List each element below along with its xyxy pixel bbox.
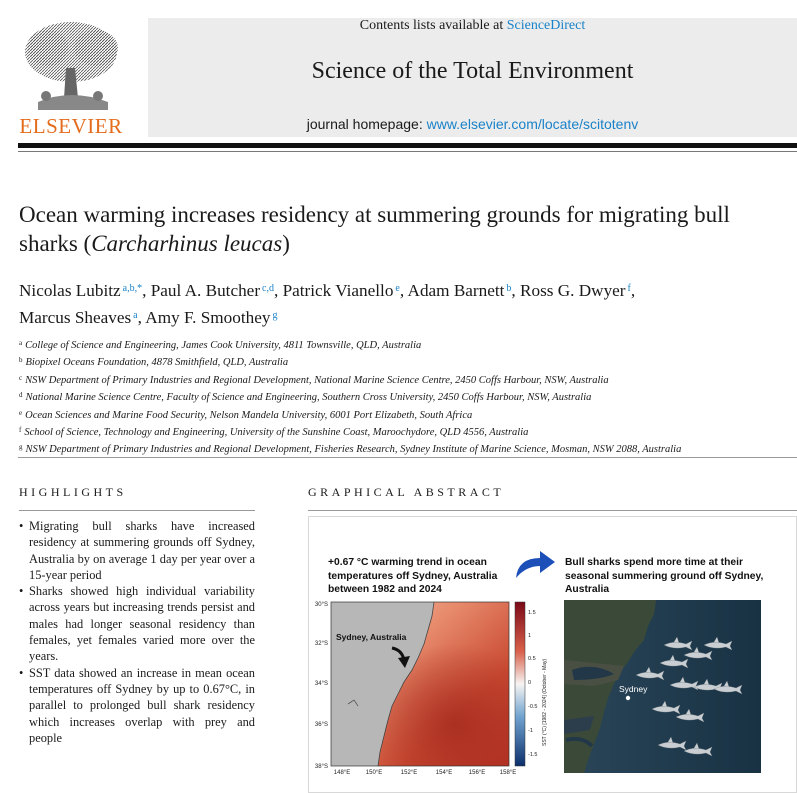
author[interactable]: Amy F. Smoothey $^g$ [145,308,278,327]
colorbar-tick: -1 [528,728,533,734]
author[interactable]: Paul A. Butcher $^{c,d}$ [150,281,274,300]
author[interactable]: Marcus Sheaves $^a$ [19,308,138,327]
warming-trend-caption: +0.67 °C warming trend in ocean temperatures off Sydney, Australia between 1982 and 2024 [328,557,498,595]
highlights-list [19,518,255,746]
author-affiliation-marks[interactable]: g [272,310,278,321]
affiliation-list [19,336,794,458]
map-lat-tick: 36°S [314,722,328,728]
colorbar-tick: 0 [528,680,532,686]
author[interactable]: Ross G. Dwyer $^f$ [520,281,631,300]
affiliation-item: $^e$ Ocean Sciences and Marine Food Security, Nelson Mandela University, 6001 Port Elizabeth, South Africa [19,408,473,421]
highlight-item: • Migrating bull sharks have increased residency at summering grounds off Sydney, Australia by on average 1 day per year over a 15-year period [19,518,255,583]
sciencedirect-link[interactable]: ScienceDirect [506,18,586,33]
author[interactable]: Nicolas Lubitz $^{a,b,*}$ [19,281,143,300]
affiliation-item: $^d$ National Marine Science Centre, Faculty of Science and Engineering, Southern Cross University, 2450 Coffs Harbour, NSW, Australia [19,391,592,404]
map-lat-tick: 34°S [314,681,328,687]
highlights-rule [19,510,255,511]
map-lat-tick: 38°S [314,764,328,770]
highlights-heading: HIGHLIGHTS [19,485,127,499]
elsevier-tree-logo-icon [18,18,124,114]
journal-homepage-link[interactable]: www.elsevier.com/locate/scitotenv [426,116,639,132]
contents-prefix: Contents lists available at [359,18,507,33]
author-affiliation-marks[interactable]: b [506,283,512,294]
colorbar-tick: -1.5 [528,752,538,758]
map-lon-tick: 154°E [435,770,453,776]
author-affiliation-marks[interactable]: c,d [262,283,274,294]
homepage-prefix: journal homepage: [306,116,427,132]
residency-caption: Bull sharks spend more time at their seasonal summering ground off Sydney, Australia [565,557,764,595]
author-list: Nicolas Lubitz $^{a,b,*}$, Paul A. Butcher $^{c,d}$, Patrick Vianello $^e$, Adam Barnett $^b$, Ross G. Dwyer $^f$, Marcus Sheaves $^a$, Amy F. Smoothey $^g$ [19,281,636,327]
highlight-item: • SST data showed an increase in mean ocean temperatures off Sydney by up to 0.67°C, in parallel to prolonged bull shark residency which increases overlap with prey and people [19,665,255,746]
species-name: Carcharhinus leucas [91,231,283,256]
map-lat-tick: 32°S [314,641,328,647]
affiliation-item: $^f$ School of Science, Technology and Engineering, University of the Sunshine Coast, Maroochydore, QLD 4556, Australia [19,426,529,439]
colorbar-tick: 1.5 [528,610,536,616]
curved-arrow-icon [512,548,558,582]
affiliation-item: $^a$ College of Science and Engineering, James Cook University, 4811 Townsville, QLD, Australia [19,339,422,351]
map-lon-tick: 158°E [499,770,517,776]
masthead-rule-thin [18,151,797,152]
map-lon-tick: 150°E [365,770,383,776]
article-title-close: ) [282,231,290,256]
sst-map [308,596,560,776]
masthead-rule-thick [18,143,797,148]
colorbar-label: SST (°C) [1982 - 2024] (October - May) [542,658,548,746]
affiliation-item: $^g$ NSW Department of Primary Industries and Regional Development, Fisheries Research, Sydney Institute of Marine Science, Mosman, NSW 2088, Australia [19,443,682,456]
map-lon-tick: 156°E [468,770,486,776]
highlight-item: • Sharks showed high individual variability across years but increasing trends persist and males had longer seasonal residency than females, yet females varied more over the years. [19,583,255,664]
map-lon-tick: 148°E [333,770,351,776]
article-title [19,200,794,258]
graphical-abstract-rule [308,510,797,511]
affiliation-item: $^c$ NSW Department of Primary Industries and Regional Development, National Marine Science Centre, 2450 Coffs Harbour, NSW, Australia [19,373,609,386]
author-affiliation-marks[interactable]: f [627,283,631,294]
colorbar-tick: 0.5 [528,656,536,662]
affiliation-item: $^b$ Biopixel Oceans Foundation, 4878 Smithfield, QLD, Australia [19,356,289,369]
graphical-abstract-heading: GRAPHICAL ABSTRACT [308,485,505,499]
journal-title: Science of the Total Environment [311,58,634,84]
colorbar-tick: -0.5 [528,704,538,710]
photo-city-label: Sydney [619,684,648,694]
author[interactable]: Patrick Vianello $^e$ [282,281,400,300]
author-affiliation-marks[interactable]: e [395,283,400,294]
map-lon-tick: 152°E [400,770,418,776]
map-city-label: Sydney, Australia [336,632,407,642]
contents-line [148,18,797,34]
sydney-satellite-image [564,600,761,773]
homepage-line [148,116,797,132]
article-title-text: Ocean warming increases residency at summering grounds for migrating bull sharks ( [19,202,730,256]
colorbar-tick: 1 [528,633,532,639]
sst-colorbar [515,602,525,766]
section-divider [18,457,797,458]
author[interactable]: Adam Barnett $^b$ [407,281,512,300]
author-affiliation-marks[interactable]: a,b,* [122,283,143,294]
elsevier-wordmark: ELSEVIER [19,114,123,138]
author-affiliation-marks[interactable]: a [133,310,138,321]
map-lat-tick: 30°S [314,602,328,608]
sydney-marker [626,696,630,700]
